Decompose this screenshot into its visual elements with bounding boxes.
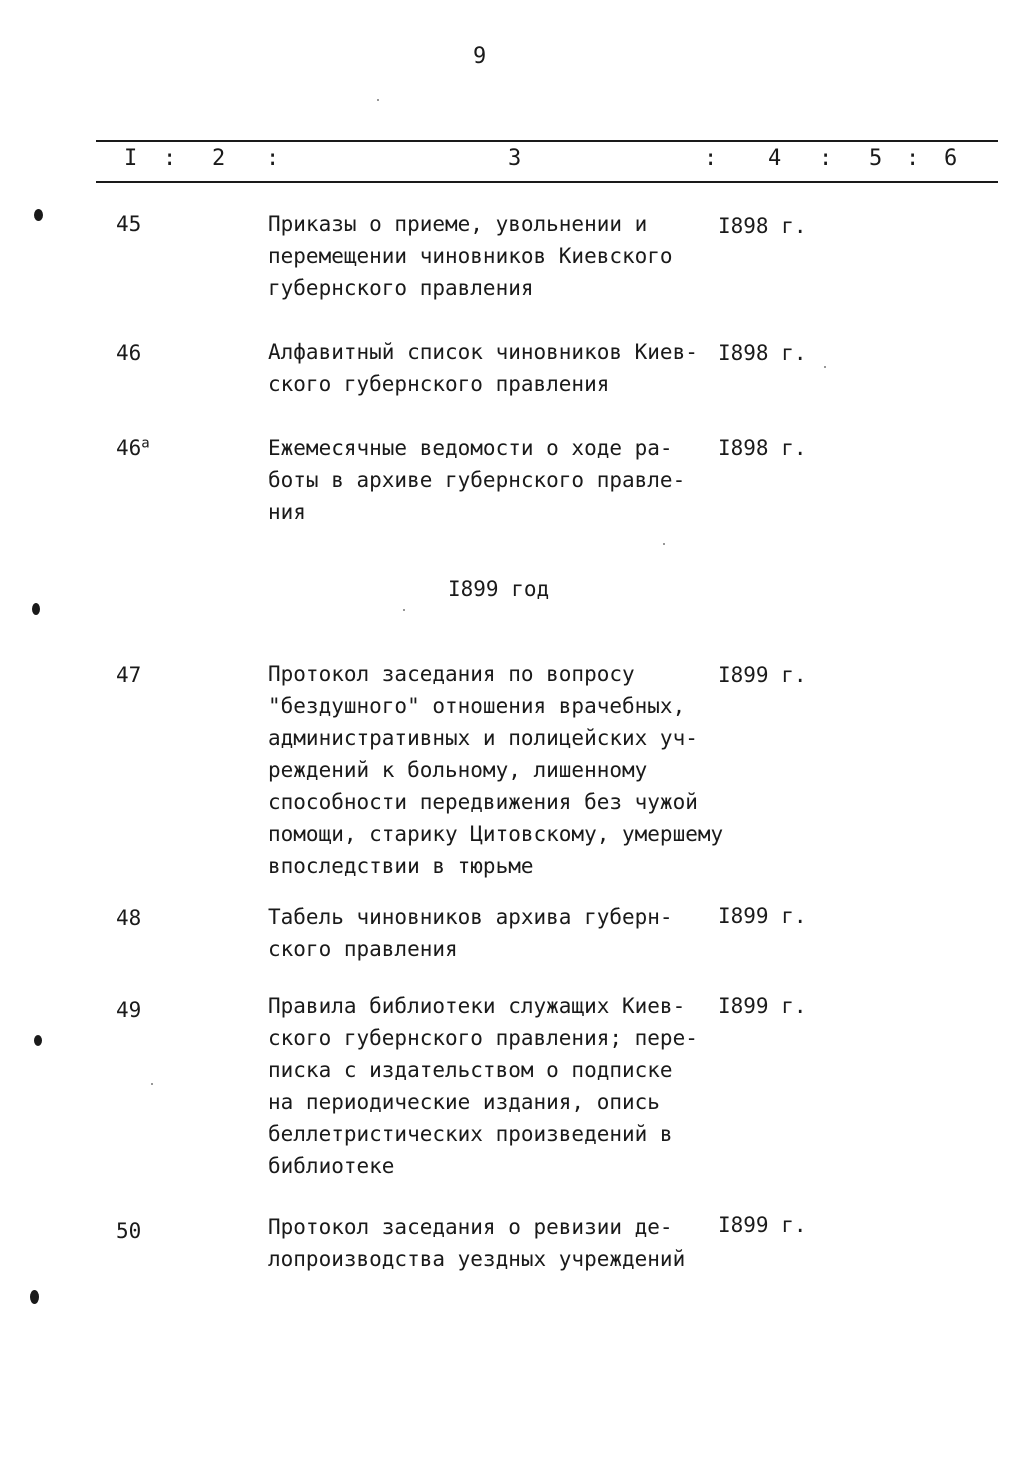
table-header-top-rule	[96, 140, 998, 142]
entry-number: 49	[116, 998, 142, 1022]
entry-title: Ежемесячные ведомости о ходе ра- боты в архиве губернского правле- ния	[268, 436, 686, 524]
entry-title: Правила библиотеки служащих Киев- ского губернского правления; пере- писка с издательством о подписке на периодические издания, опись беллетристических произведений в библиотеке	[268, 994, 698, 1178]
entry-title: Табель чиновников архива губерн- ского правления	[268, 905, 673, 961]
entry-date: I898 г.	[718, 214, 807, 238]
entry-date: I899 г.	[718, 904, 807, 928]
table-header-bottom-rule	[96, 181, 998, 183]
scan-speck	[663, 543, 665, 545]
entry-title: Протокол заседания о ревизии де- лопроизводства уездных учреждений	[268, 1215, 686, 1271]
scan-speck	[151, 1083, 153, 1085]
scan-speck	[824, 366, 826, 368]
entry-number: 48	[116, 906, 142, 930]
entry-number-suffix: а	[141, 435, 150, 452]
year-heading: I899 год	[448, 577, 550, 601]
entry-date: I898 г.	[718, 341, 807, 365]
entry-date: I898 г.	[718, 436, 807, 460]
entry-number: 46	[116, 341, 142, 365]
column-separator: :	[819, 146, 833, 171]
column-separator: :	[266, 146, 280, 171]
entry-number: 47	[116, 663, 142, 687]
column-separator: :	[906, 146, 920, 171]
entry-title: Приказы о приеме, увольнении и перемещении чиновников Киевского губернского правления	[268, 212, 673, 300]
entry-number: 45	[116, 212, 142, 236]
scan-speck	[403, 609, 405, 611]
binding-hole-mark	[32, 603, 40, 615]
column-header-6: 6	[944, 146, 958, 171]
column-separator: :	[704, 146, 718, 171]
column-header-3: 3	[508, 146, 522, 171]
entry-number: 50	[116, 1219, 142, 1243]
entry-number	[116, 436, 150, 460]
binding-hole-mark	[34, 209, 43, 221]
entry-date: I899 г.	[718, 994, 807, 1018]
entry-date: I899 г.	[718, 663, 807, 687]
entry-number-value: 46	[116, 436, 142, 460]
column-separator: :	[163, 146, 177, 171]
entry-title: Алфавитный список чиновников Киев- ского губернского правления	[268, 340, 698, 396]
entry-date: I899 г.	[718, 1213, 807, 1237]
column-header-1: I	[124, 146, 138, 171]
binding-hole-mark	[30, 1290, 39, 1304]
entry-title: Протокол заседания по вопросу "бездушного" отношения врачебных, административных и полицейских уч- реждений к больному, лишенному способности передвижения без чужой помощи, старику Цитовскому, умершему впоследствии в тюрьме	[268, 662, 724, 878]
binding-hole-mark	[34, 1035, 42, 1046]
column-header-2: 2	[212, 146, 226, 171]
page-number: 9	[473, 44, 488, 69]
column-header-4: 4	[768, 146, 782, 171]
column-header-5: 5	[869, 146, 883, 171]
scan-speck	[377, 99, 379, 101]
